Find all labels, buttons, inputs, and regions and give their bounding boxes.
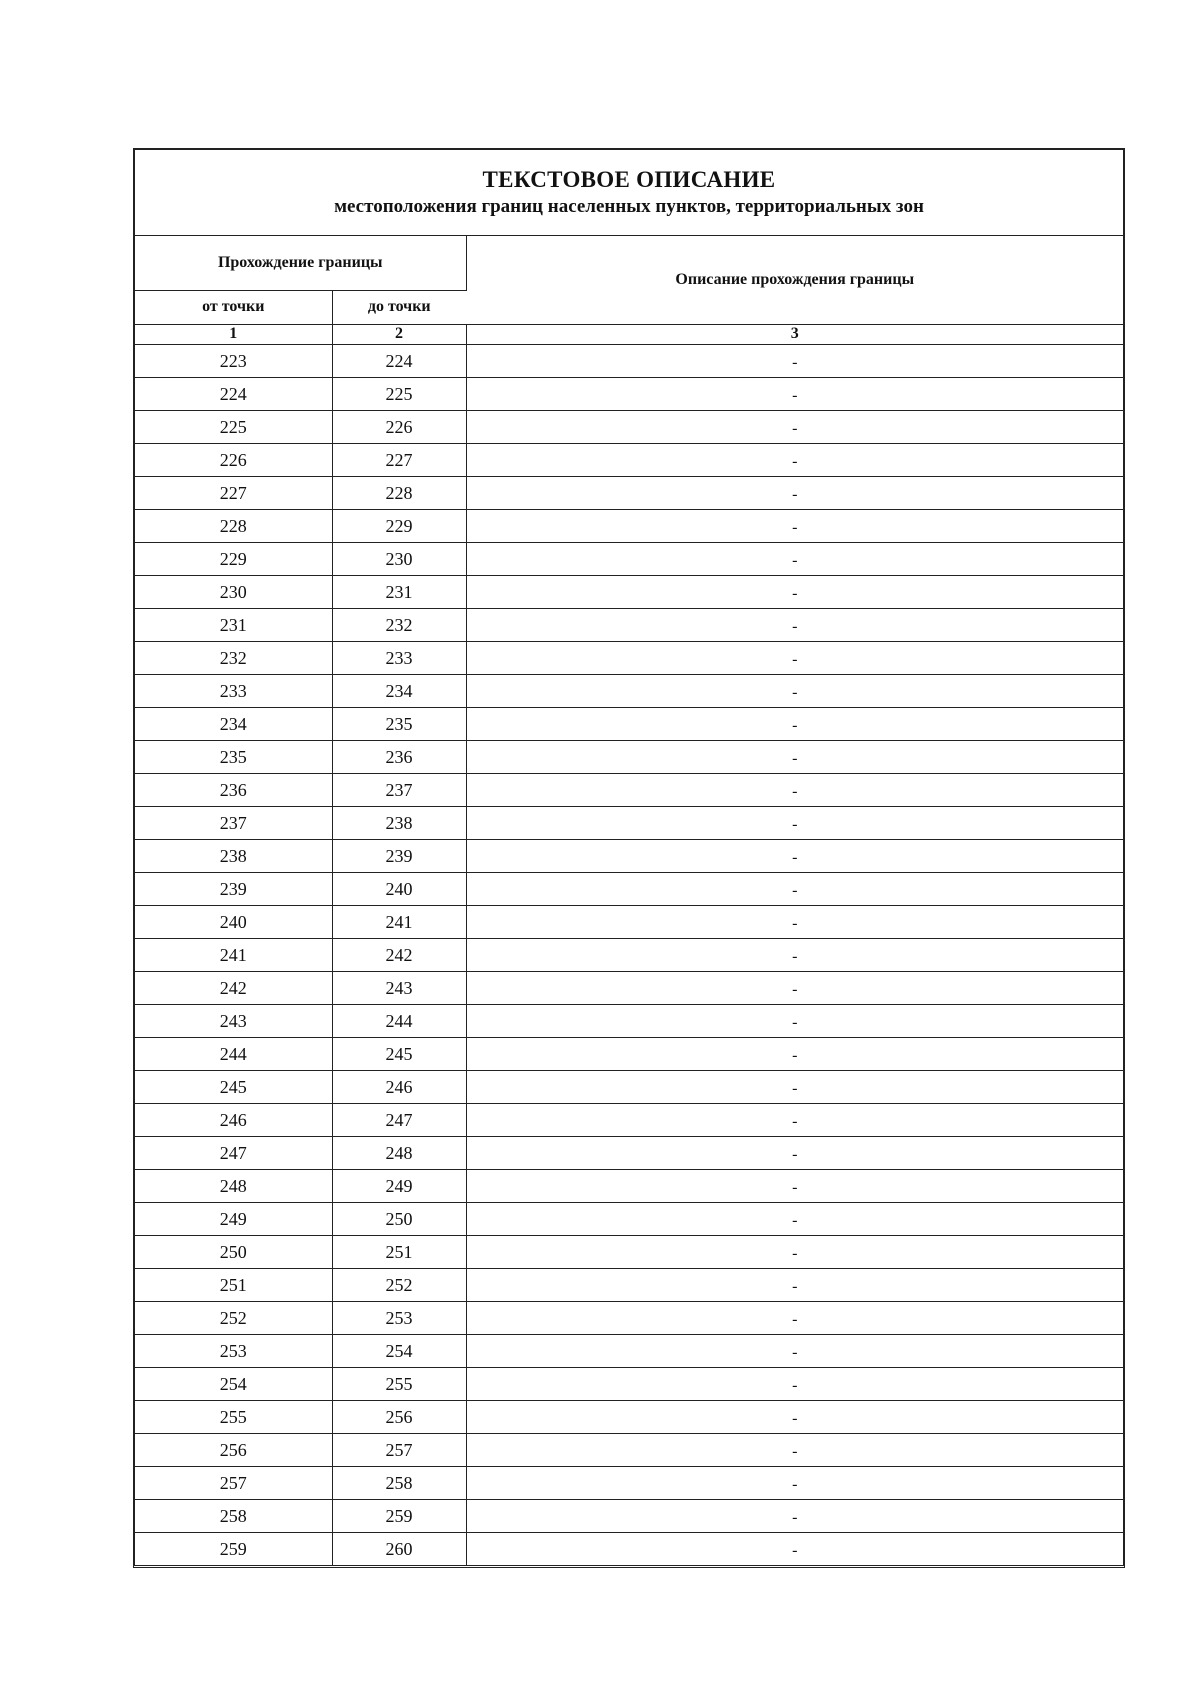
table-row [135,1466,1123,1499]
to-point-cell: 225 [332,377,466,410]
to-point-cell: 242 [332,938,466,971]
description-cell: - [466,344,1123,377]
to-point-cell: 259 [332,1499,466,1532]
from-point-cell: 246 [135,1103,332,1136]
description-cell: - [466,1301,1123,1334]
from-point-cell: 257 [135,1466,332,1499]
column-number-2: 2 [332,324,466,344]
table-row [135,443,1123,476]
from-point-cell: 232 [135,641,332,674]
from-point-cell: 241 [135,938,332,971]
from-point-cell: 223 [135,344,332,377]
column-number-1: 1 [135,324,332,344]
to-point-cell: 241 [332,905,466,938]
from-point-cell: 252 [135,1301,332,1334]
to-point-cell: 230 [332,542,466,575]
from-point-cell: 228 [135,509,332,542]
table-row [135,905,1123,938]
description-cell: - [466,674,1123,707]
description-cell: - [466,509,1123,542]
table-row [135,740,1123,773]
to-point-cell: 255 [332,1367,466,1400]
description-cell: - [466,476,1123,509]
description-cell: - [466,1004,1123,1037]
table-row [135,1202,1123,1235]
table-row [135,344,1123,377]
description-cell: - [466,1202,1123,1235]
to-point-cell: 236 [332,740,466,773]
from-point-cell: 242 [135,971,332,1004]
description-cell: - [466,1499,1123,1532]
to-point-cell: 235 [332,707,466,740]
from-point-cell: 239 [135,872,332,905]
to-point-cell: 244 [332,1004,466,1037]
document-title: ТЕКСТОВОЕ ОПИСАНИЕ [482,167,776,192]
table-row [135,1169,1123,1202]
description-cell: - [466,740,1123,773]
to-point-cell: 243 [332,971,466,1004]
from-point-cell: 245 [135,1070,332,1103]
to-point-cell: 253 [332,1301,466,1334]
table-row [135,773,1123,806]
from-point-cell: 249 [135,1202,332,1235]
table-row [135,641,1123,674]
description-header: Описание прохождения границы [466,236,1123,324]
description-cell: - [466,1400,1123,1433]
to-point-cell: 250 [332,1202,466,1235]
to-point-cell: 252 [332,1268,466,1301]
table-header [135,236,1123,344]
table-row [135,509,1123,542]
from-point-cell: 253 [135,1334,332,1367]
table-row [135,839,1123,872]
table-row [135,1400,1123,1433]
description-cell: - [466,806,1123,839]
description-cell: - [466,1235,1123,1268]
boundary-description-sheet [133,148,1125,1568]
description-cell: - [466,575,1123,608]
description-cell: - [466,1334,1123,1367]
to-point-cell: 224 [332,344,466,377]
description-cell: - [466,839,1123,872]
description-cell: - [466,971,1123,1004]
table-row [135,608,1123,641]
to-point-cell: 239 [332,839,466,872]
from-point-cell: 248 [135,1169,332,1202]
description-cell: - [466,1037,1123,1070]
from-point-cell: 238 [135,839,332,872]
column-number-3: 3 [466,324,1123,344]
title-block [135,150,1123,236]
description-cell: - [466,1367,1123,1400]
table-row [135,1301,1123,1334]
description-cell: - [466,443,1123,476]
from-point-cell: 254 [135,1367,332,1400]
to-point-cell: 231 [332,575,466,608]
to-point-cell: 232 [332,608,466,641]
to-point-cell: 257 [332,1433,466,1466]
to-point-cell: 237 [332,773,466,806]
description-cell: - [466,1466,1123,1499]
table-row [135,1103,1123,1136]
table-row [135,1037,1123,1070]
from-point-cell: 237 [135,806,332,839]
table-row [135,1268,1123,1301]
table-row [135,971,1123,1004]
to-point-cell: 260 [332,1532,466,1565]
from-point-cell: 231 [135,608,332,641]
description-cell: - [466,608,1123,641]
table-row [135,1433,1123,1466]
from-point-cell: 225 [135,410,332,443]
description-cell: - [466,410,1123,443]
from-point-cell: 240 [135,905,332,938]
table-row [135,1532,1123,1565]
to-point-cell: 238 [332,806,466,839]
table-body [135,344,1123,1565]
from-point-cell: 230 [135,575,332,608]
from-point-cell: 229 [135,542,332,575]
description-cell: - [466,872,1123,905]
table-row [135,542,1123,575]
description-cell: - [466,377,1123,410]
from-point-cell: 259 [135,1532,332,1565]
description-cell: - [466,542,1123,575]
from-point-cell: 224 [135,377,332,410]
from-point-header: от точки [135,290,332,324]
description-cell: - [466,1136,1123,1169]
description-cell: - [466,1169,1123,1202]
description-cell: - [466,1103,1123,1136]
to-point-cell: 248 [332,1136,466,1169]
from-point-cell: 256 [135,1433,332,1466]
table-row [135,1334,1123,1367]
from-point-cell: 255 [135,1400,332,1433]
table-row [135,1070,1123,1103]
to-point-cell: 258 [332,1466,466,1499]
description-cell: - [466,938,1123,971]
from-point-cell: 251 [135,1268,332,1301]
table-row [135,1136,1123,1169]
from-point-cell: 234 [135,707,332,740]
to-point-cell: 254 [332,1334,466,1367]
table-row [135,938,1123,971]
description-cell: - [466,707,1123,740]
group-header: Прохождение границы [135,236,466,290]
table-row [135,707,1123,740]
table-row [135,476,1123,509]
from-point-cell: 250 [135,1235,332,1268]
from-point-cell: 244 [135,1037,332,1070]
table-row [135,575,1123,608]
table-row [135,1367,1123,1400]
boundary-table [135,236,1123,1565]
table-row [135,1499,1123,1532]
to-point-cell: 251 [332,1235,466,1268]
to-point-cell: 246 [332,1070,466,1103]
table-row [135,410,1123,443]
to-point-cell: 228 [332,476,466,509]
description-cell: - [466,1433,1123,1466]
from-point-cell: 235 [135,740,332,773]
to-point-cell: 226 [332,410,466,443]
description-cell: - [466,641,1123,674]
table-row [135,806,1123,839]
table-row [135,1235,1123,1268]
to-point-cell: 249 [332,1169,466,1202]
table-row [135,377,1123,410]
table-row [135,674,1123,707]
from-point-cell: 247 [135,1136,332,1169]
to-point-cell: 240 [332,872,466,905]
document-subtitle: местоположения границ населенных пунктов, территориальных зон [334,196,924,217]
from-point-cell: 233 [135,674,332,707]
description-cell: - [466,1070,1123,1103]
from-point-cell: 236 [135,773,332,806]
to-point-cell: 234 [332,674,466,707]
table-row [135,1004,1123,1037]
to-point-cell: 256 [332,1400,466,1433]
description-cell: - [466,905,1123,938]
to-point-cell: 233 [332,641,466,674]
from-point-cell: 227 [135,476,332,509]
to-point-cell: 247 [332,1103,466,1136]
description-cell: - [466,773,1123,806]
to-point-cell: 229 [332,509,466,542]
description-cell: - [466,1268,1123,1301]
to-point-cell: 245 [332,1037,466,1070]
description-cell: - [792,1541,798,1559]
from-point-cell: 226 [135,443,332,476]
table-row [135,872,1123,905]
to-point-header: до точки [332,290,466,324]
to-point-cell: 227 [332,443,466,476]
from-point-cell: 243 [135,1004,332,1037]
from-point-cell: 258 [135,1499,332,1532]
